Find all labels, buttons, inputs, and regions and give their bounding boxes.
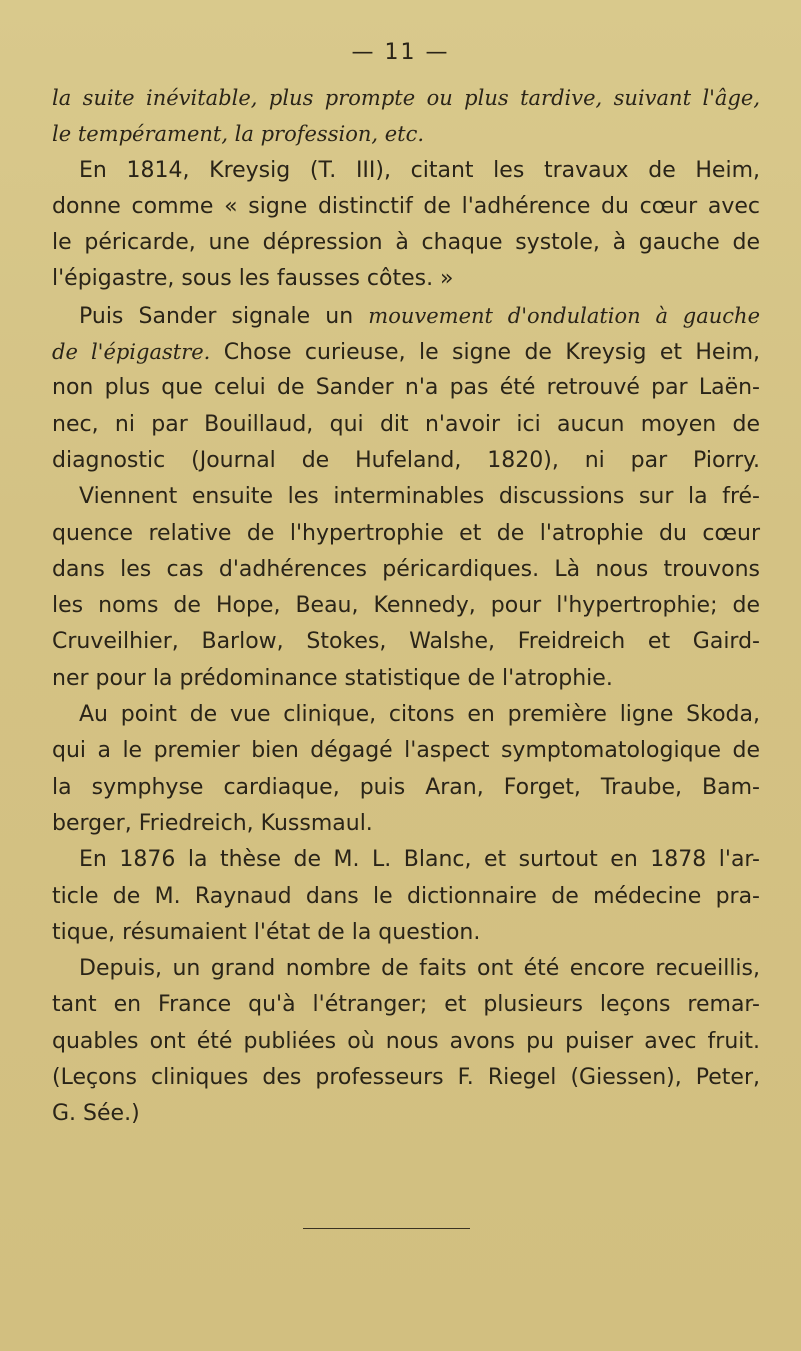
text-line: le péricarde, une dépression à chaque systole, à gauche de xyxy=(52,230,760,256)
text-line: Au point de vue clinique, citons en première ligne Skoda, xyxy=(79,702,760,728)
text-line: Cruveilhier, Barlow, Stokes, Walshe, Freidreich et Gaird- xyxy=(52,629,760,655)
text-line: En 1876 la thèse de M. L. Blanc, et surtout en 1878 l'ar- xyxy=(79,847,760,873)
text-line: la suite inévitable, plus prompte ou plus tardive, suivant l'âge, xyxy=(52,86,760,110)
text-line: nec, ni par Bouillaud, qui dit n'avoir ici aucun moyen de xyxy=(52,411,760,437)
text-line xyxy=(52,334,760,370)
text-segment-italic: mouvement d'ondulation à gauche xyxy=(368,303,760,328)
text-line: En 1814, Kreysig (T. III), citant les travaux de Heim, xyxy=(79,157,760,183)
body-text xyxy=(52,80,760,1133)
text-line: diagnostic (Journal de Hufeland, 1820), ni par Piorry. xyxy=(52,447,760,473)
text-line: (Leçons cliniques des professeurs F. Riegel (Giessen), Peter, xyxy=(52,1065,760,1091)
text-line: Depuis, un grand nombre de faits ont été encore recueillis, xyxy=(79,956,760,982)
text-line: non plus que celui de Sander n'a pas été retrouvé par Laën- xyxy=(52,375,760,401)
text-line: ner pour la prédominance statistique de l'atrophie. xyxy=(52,665,613,691)
page-number: — 11 — xyxy=(351,40,450,65)
text-segment: Chose curieuse, le signe de Kreysig et Heim, xyxy=(223,340,760,366)
text-line xyxy=(52,298,760,334)
text-line: dans les cas d'adhérences péricardiques. Là nous trouvons xyxy=(52,556,760,582)
text-line: le tempérament, la profession, etc. xyxy=(52,122,425,147)
text-line: l'épigastre, sous les fausses côtes. » xyxy=(52,266,454,292)
text-line: quence relative de l'hypertrophie et de l'atrophie du cœur xyxy=(52,520,760,546)
text-segment: Puis Sander signale un xyxy=(79,303,354,329)
text-line: qui a le premier bien dégagé l'aspect symptomatologique de xyxy=(52,738,760,764)
text-line: berger, Friedreich, Kussmaul. xyxy=(52,810,373,836)
text-line: tant en France qu'à l'étranger; et plusieurs leçons remar- xyxy=(52,992,760,1018)
text-line: quables ont été publiées où nous avons pu puiser avec fruit. xyxy=(52,1028,760,1054)
text-segment-italic: de l'épigastre. xyxy=(52,340,211,365)
text-line: G. Sée.) xyxy=(52,1101,140,1127)
text-line: ticle de M. Raynaud dans le dictionnaire de médecine pra- xyxy=(52,883,760,909)
text-line: tique, résumaient l'état de la question. xyxy=(52,919,481,945)
end-rule xyxy=(303,1228,470,1229)
text-line: donne comme « signe distinctif de l'adhérence du cœur avec xyxy=(52,193,760,219)
text-line: la symphyse cardiaque, puis Aran, Forget, Traube, Bam- xyxy=(52,774,760,800)
text-line: les noms de Hope, Beau, Kennedy, pour l'hypertrophie; de xyxy=(52,593,760,619)
text-line: Viennent ensuite les interminables discussions sur la fré- xyxy=(79,484,760,510)
